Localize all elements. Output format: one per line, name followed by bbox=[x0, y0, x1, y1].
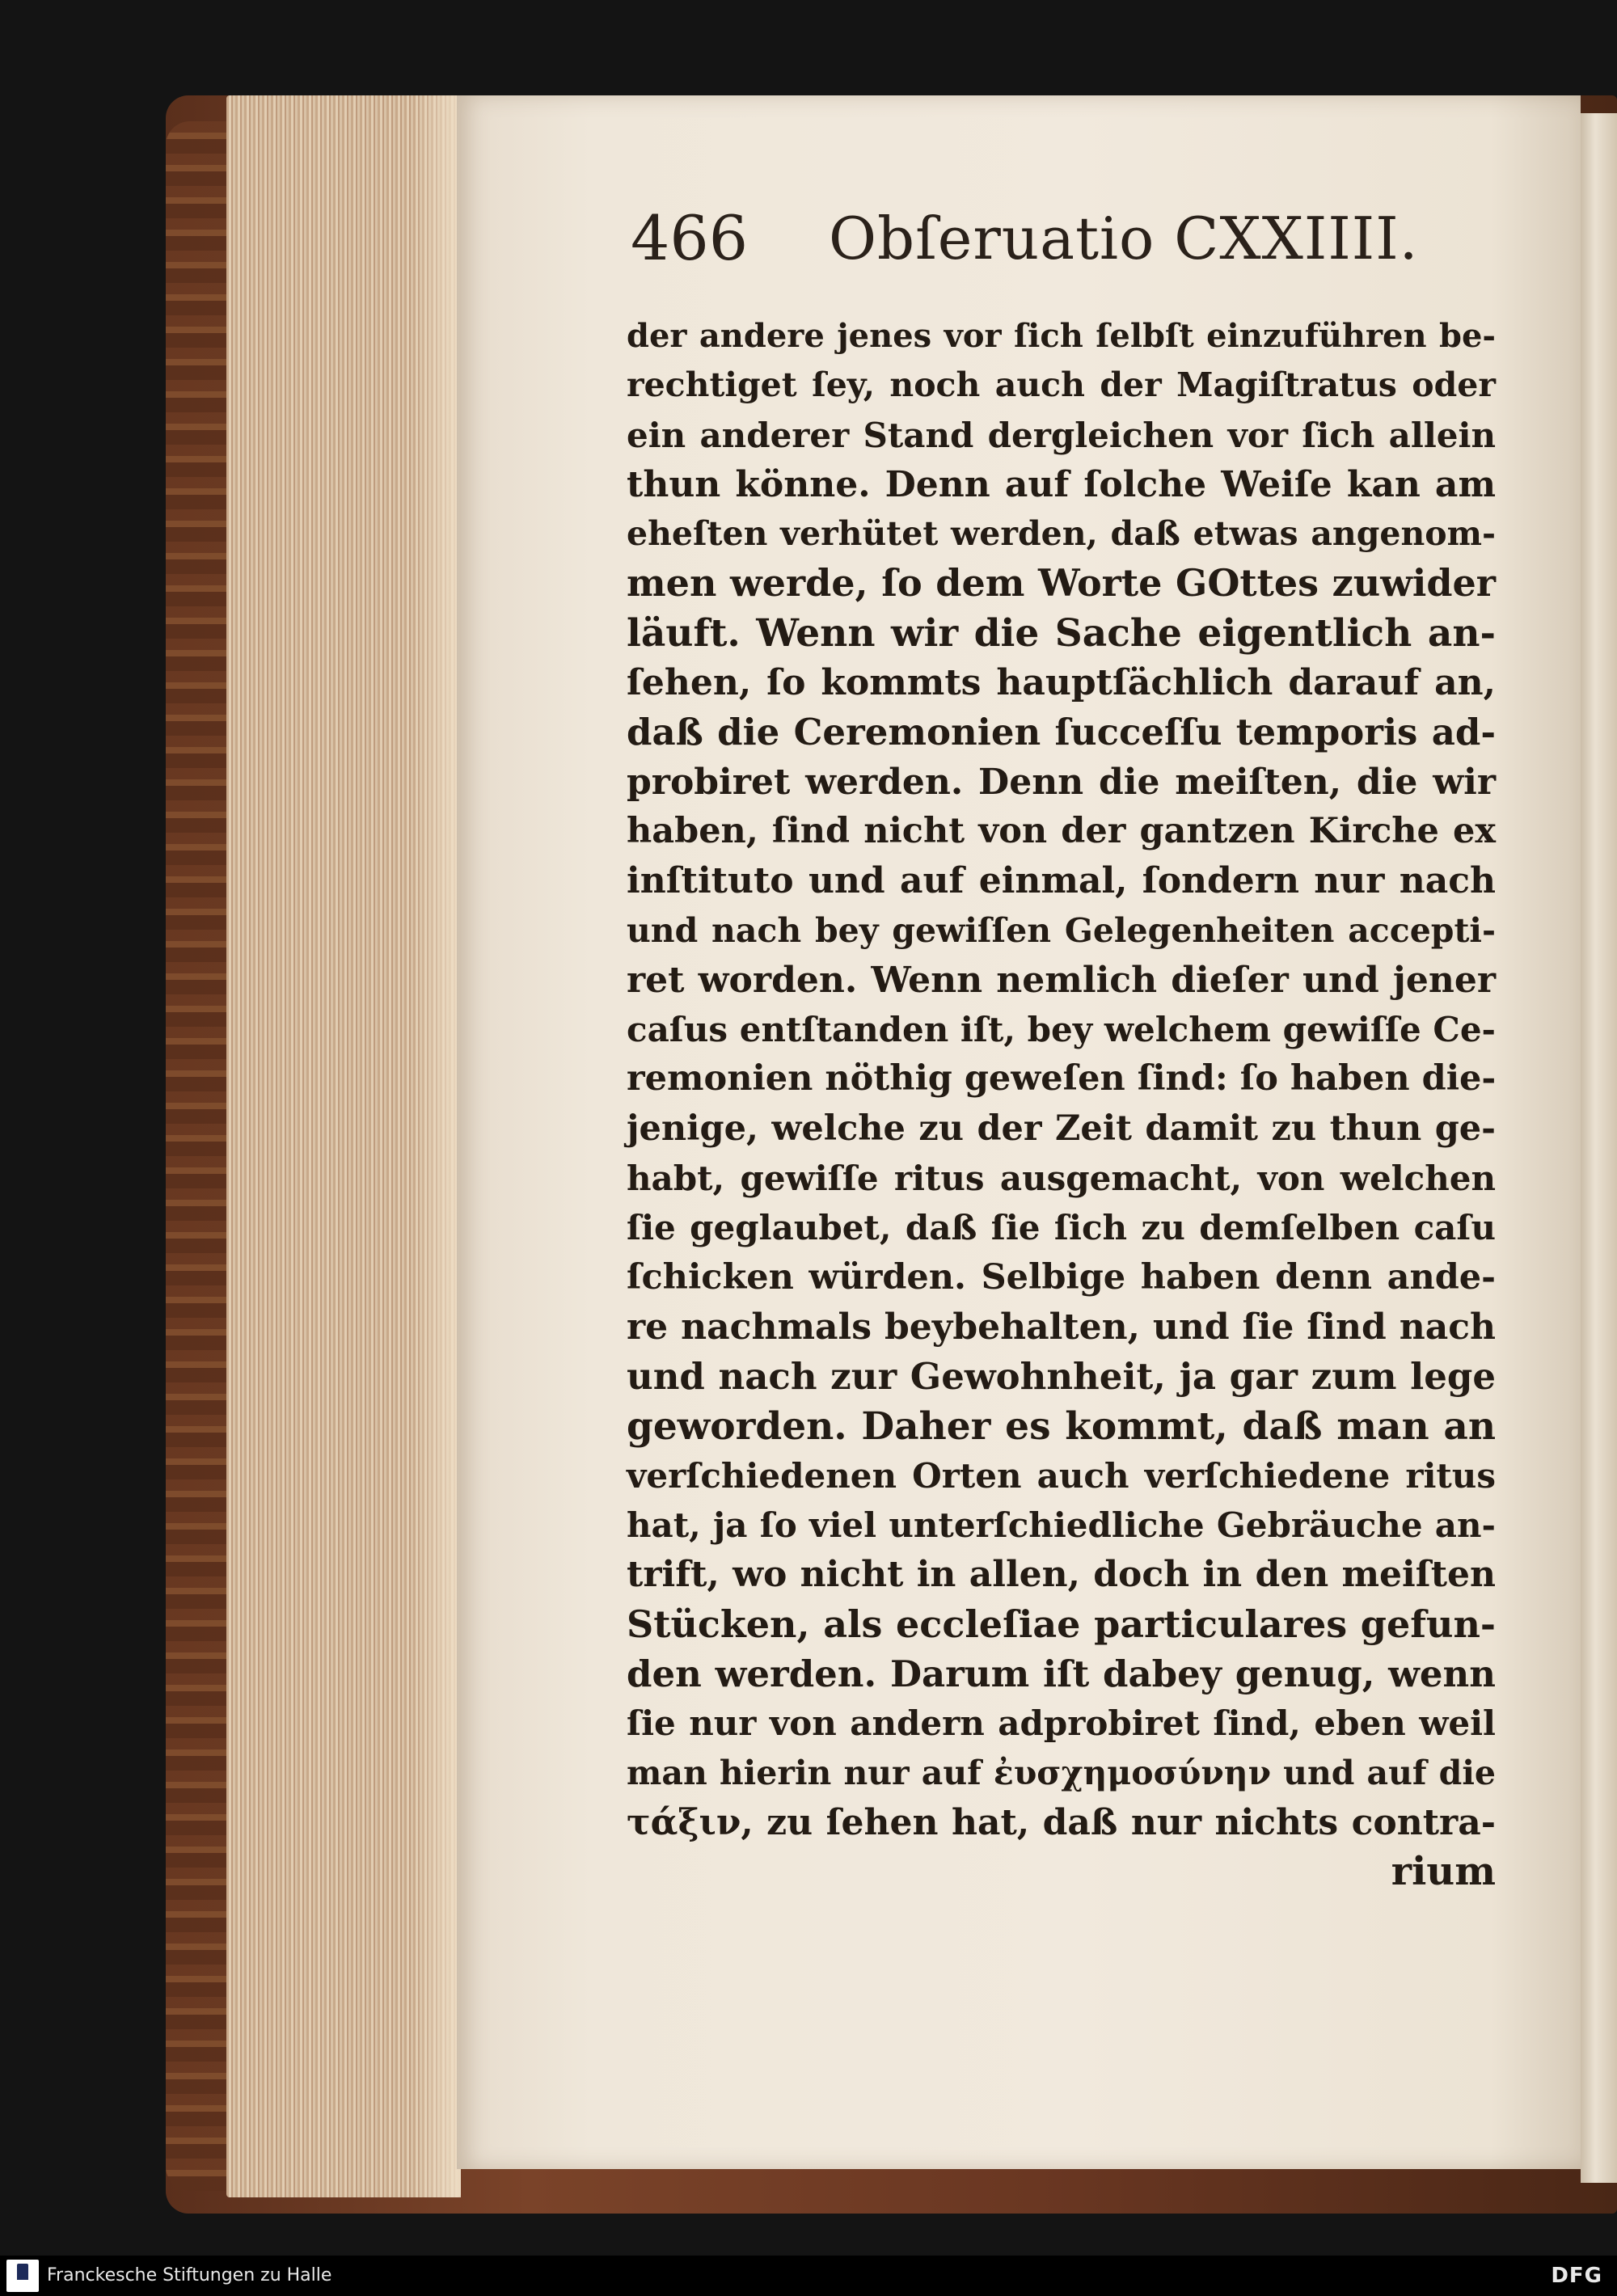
text-line: ein anderer Stand dergleichen vor ſich allein bbox=[627, 415, 1496, 455]
text-line: verſchiedenen Orten auch verſchiedene ritus bbox=[627, 1455, 1496, 1496]
text-line: haben, ſind nicht von der gantzen Kirche ex bbox=[627, 810, 1496, 851]
text-line: geworden. Daher es kommt, daß man an bbox=[627, 1403, 1496, 1449]
text-line: ſchicken würden. Selbige haben denn ande- bbox=[627, 1256, 1496, 1298]
facing-page-gutter bbox=[1581, 113, 1617, 2183]
text-line: probiret werden. Denn die meiſten, die wir bbox=[627, 761, 1496, 803]
text-line: thun könne. Denn auf ſolche Weiſe kan am bbox=[627, 463, 1496, 505]
text-line: ſie nur von andern adprobiret ſind, eben weil bbox=[627, 1703, 1496, 1744]
text-line: ſie geglaubet, daß ſie ſich zu demſelben caſu bbox=[627, 1208, 1496, 1248]
text-line: remonien nöthig geweſen ſind: ſo haben die- bbox=[627, 1058, 1497, 1099]
text-line: und nach bey gewiſſen Gelegenheiten accepti- bbox=[627, 910, 1496, 950]
footer-institution: Franckesche Stiftungen zu Halle bbox=[47, 2265, 332, 2285]
running-title: Obſeruatio CXXIIII. bbox=[829, 205, 1419, 272]
text-line: und nach zur Gewohnheit, ja gar zum lege bbox=[627, 1355, 1496, 1399]
running-head bbox=[631, 194, 1520, 283]
institution-logo-icon bbox=[6, 2260, 39, 2292]
footer-bar bbox=[0, 2256, 1617, 2296]
text-line: man hierin nur auf ἐυσχημοσύνην und auf die bbox=[627, 1753, 1496, 1792]
body-text bbox=[627, 311, 1496, 1897]
text-line: läuft. Wenn wir die Sache eigentlich an- bbox=[627, 610, 1496, 656]
text-line: daß die Ceremonien ſucceſſu temporis ad- bbox=[627, 711, 1496, 754]
page-stack-edge bbox=[226, 95, 461, 2197]
text-line: jenige, welche zu der Zeit damit zu thun ge- bbox=[627, 1108, 1496, 1149]
text-line: men werde, ſo dem Worte GOttes zuwider bbox=[627, 561, 1496, 606]
text-line: trift, wo nicht in allen, doch in den meiſten bbox=[627, 1554, 1496, 1596]
text-line: caſus entſtanden iſt, bey welchem gewiſſe Ce- bbox=[627, 1010, 1496, 1050]
page-number: 466 bbox=[631, 202, 749, 274]
text-line: ret worden. Wenn nemlich dieſer und jener bbox=[627, 959, 1496, 1001]
text-line: eheſten verhütet werden, daß etwas angenom- bbox=[627, 514, 1496, 554]
text-line: Stücken, als eccleſiae particulares gefun- bbox=[627, 1602, 1496, 1646]
text-line: inſtituto und auf einmal, ſondern nur nach bbox=[627, 860, 1496, 902]
text-line: rechtiget ſey, noch auch der Magiſtratus oder bbox=[627, 365, 1496, 405]
text-line: rium bbox=[1391, 1849, 1496, 1895]
text-line: re nachmals beybehalten, und ſie ſind nach bbox=[627, 1306, 1496, 1348]
text-line: hat, ja ſo viel unterſchiedliche Gebräuche an- bbox=[627, 1505, 1496, 1546]
text-line: der andere jenes vor ſich ſelbſt einzuführen be- bbox=[627, 317, 1496, 355]
text-line: τάξιν, zu ſehen hat, daß nur nichts contra- bbox=[627, 1801, 1496, 1843]
text-line: ſehen, ſo kommts hauptſächlich darauf an, bbox=[627, 662, 1496, 704]
text-line: habt, gewiſſe ritus ausgemacht, von welchen bbox=[627, 1159, 1496, 1199]
text-line: den werden. Darum iſt dabey genug, wenn bbox=[627, 1652, 1496, 1696]
dfg-logo: DFG bbox=[1551, 2264, 1602, 2288]
